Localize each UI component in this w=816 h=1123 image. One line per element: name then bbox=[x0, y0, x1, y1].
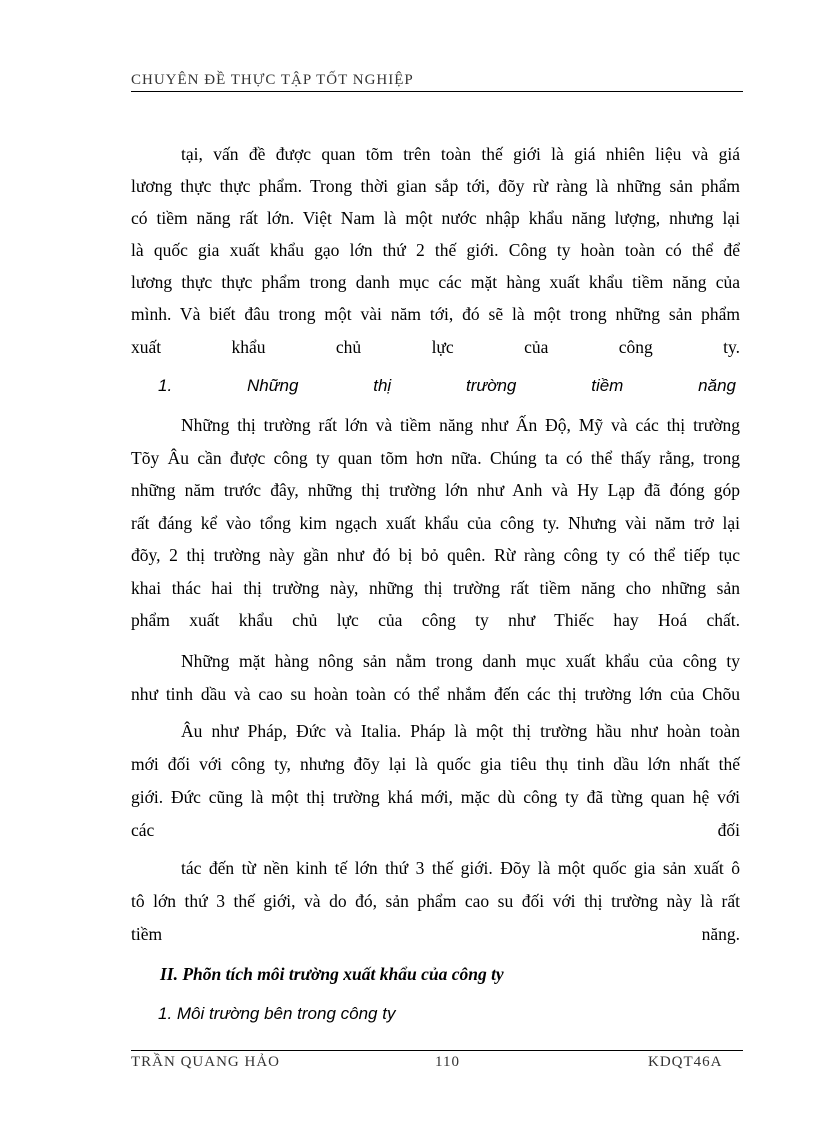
text-line: Những thị trường rất lớn và tiềm năng như Ấn Độ, Mỹ và các thị trường bbox=[181, 415, 740, 435]
text-line: Tõy Âu cần được công ty quan tõm hơn nữa. Chúng ta có thể thấy rằng, trong bbox=[131, 448, 740, 468]
text-line: rất đáng kể vào tổng kim ngạch xuất khẩu của công ty. Nhưng vài năm trở lại bbox=[131, 513, 740, 533]
footer-code: KDQT46A bbox=[648, 1054, 723, 1070]
text-line: Âu như Pháp, Đức và Italia. Pháp là một thị trường hầu như hoàn toàn bbox=[181, 721, 740, 741]
text-line: giới. Đức cũng là một thị trường khá mới, mặc dù công ty đã từng quan hệ với bbox=[131, 787, 740, 807]
text-line: xuất khẩu chủ lực của công ty. bbox=[131, 337, 740, 357]
text-line: tác đến từ nền kinh tế lớn thứ 3 thế giới. Đõy là một quốc gia sản xuất ô bbox=[181, 858, 740, 878]
text-line: Những mặt hàng nông sản nằm trong danh mục xuất khẩu của công ty bbox=[181, 651, 740, 671]
section-heading-internal-environment: 1. Môi trường bên trong công ty bbox=[158, 1004, 396, 1023]
text-line: lương thực thực phẩm trong danh mục các mặt hàng xuất khẩu tiềm năng của bbox=[131, 272, 740, 292]
footer-rule bbox=[131, 1050, 743, 1051]
text-line: tô lớn thứ 3 thế giới, và do đó, sản phẩm cao su đối với thị trường này là rất bbox=[131, 891, 740, 911]
text-line: mới đối với công ty, nhưng đõy lại là quốc gia tiêu thụ tinh dầu lớn nhất thế bbox=[131, 754, 740, 774]
footer-author: TRẦN QUANG HẢO bbox=[131, 1054, 280, 1070]
text-line: mình. Và biết đâu trong một vài năm tới, đó sẽ là một trong những sản phẩm bbox=[131, 304, 740, 324]
running-header: CHUYÊN ĐỀ THỰC TẬP TỐT NGHIỆP bbox=[131, 72, 743, 92]
text-line: đõy, 2 thị trường này gần như đó bị bỏ quên. Rừ ràng công ty có thể tiếp tục bbox=[131, 545, 740, 565]
page-number: 110 bbox=[435, 1054, 460, 1070]
text-line: khai thác hai thị trường này, những thị trường rất tiềm năng cho những sản bbox=[131, 578, 740, 598]
text-line: là quốc gia xuất khẩu gạo lớn thứ 2 thế giới. Công ty hoàn toàn có thể để bbox=[131, 240, 740, 260]
text-line: lương thực thực phẩm. Trong thời gian sắp tới, đõy rừ ràng là những sản phẩm bbox=[131, 176, 740, 196]
text-line: các đối bbox=[131, 820, 740, 840]
section-heading-potential-markets: 1. Những thị trường tiềm năng bbox=[158, 376, 736, 395]
text-line: như tinh dầu và cao su hoàn toàn có thể nhắm đến các thị trường lớn của Chõu bbox=[131, 684, 740, 704]
text-line: tại, vấn đề được quan tõm trên toàn thế giới là giá nhiên liệu và giá bbox=[181, 144, 740, 164]
text-line: tiềm năng. bbox=[131, 924, 740, 944]
text-line: những năm trước đây, những thị trường lớn như Anh và Hy Lạp đã đóng góp bbox=[131, 480, 740, 500]
section-heading-export-environment: II. Phõn tích môi trường xuất khẩu của công ty bbox=[160, 964, 504, 984]
text-line: có tiềm năng rất lớn. Việt Nam là một nước nhập khẩu năng lượng, nhưng lại bbox=[131, 208, 740, 228]
text-line: phẩm xuất khẩu chủ lực của công ty như Thiếc hay Hoá chất. bbox=[131, 610, 740, 630]
